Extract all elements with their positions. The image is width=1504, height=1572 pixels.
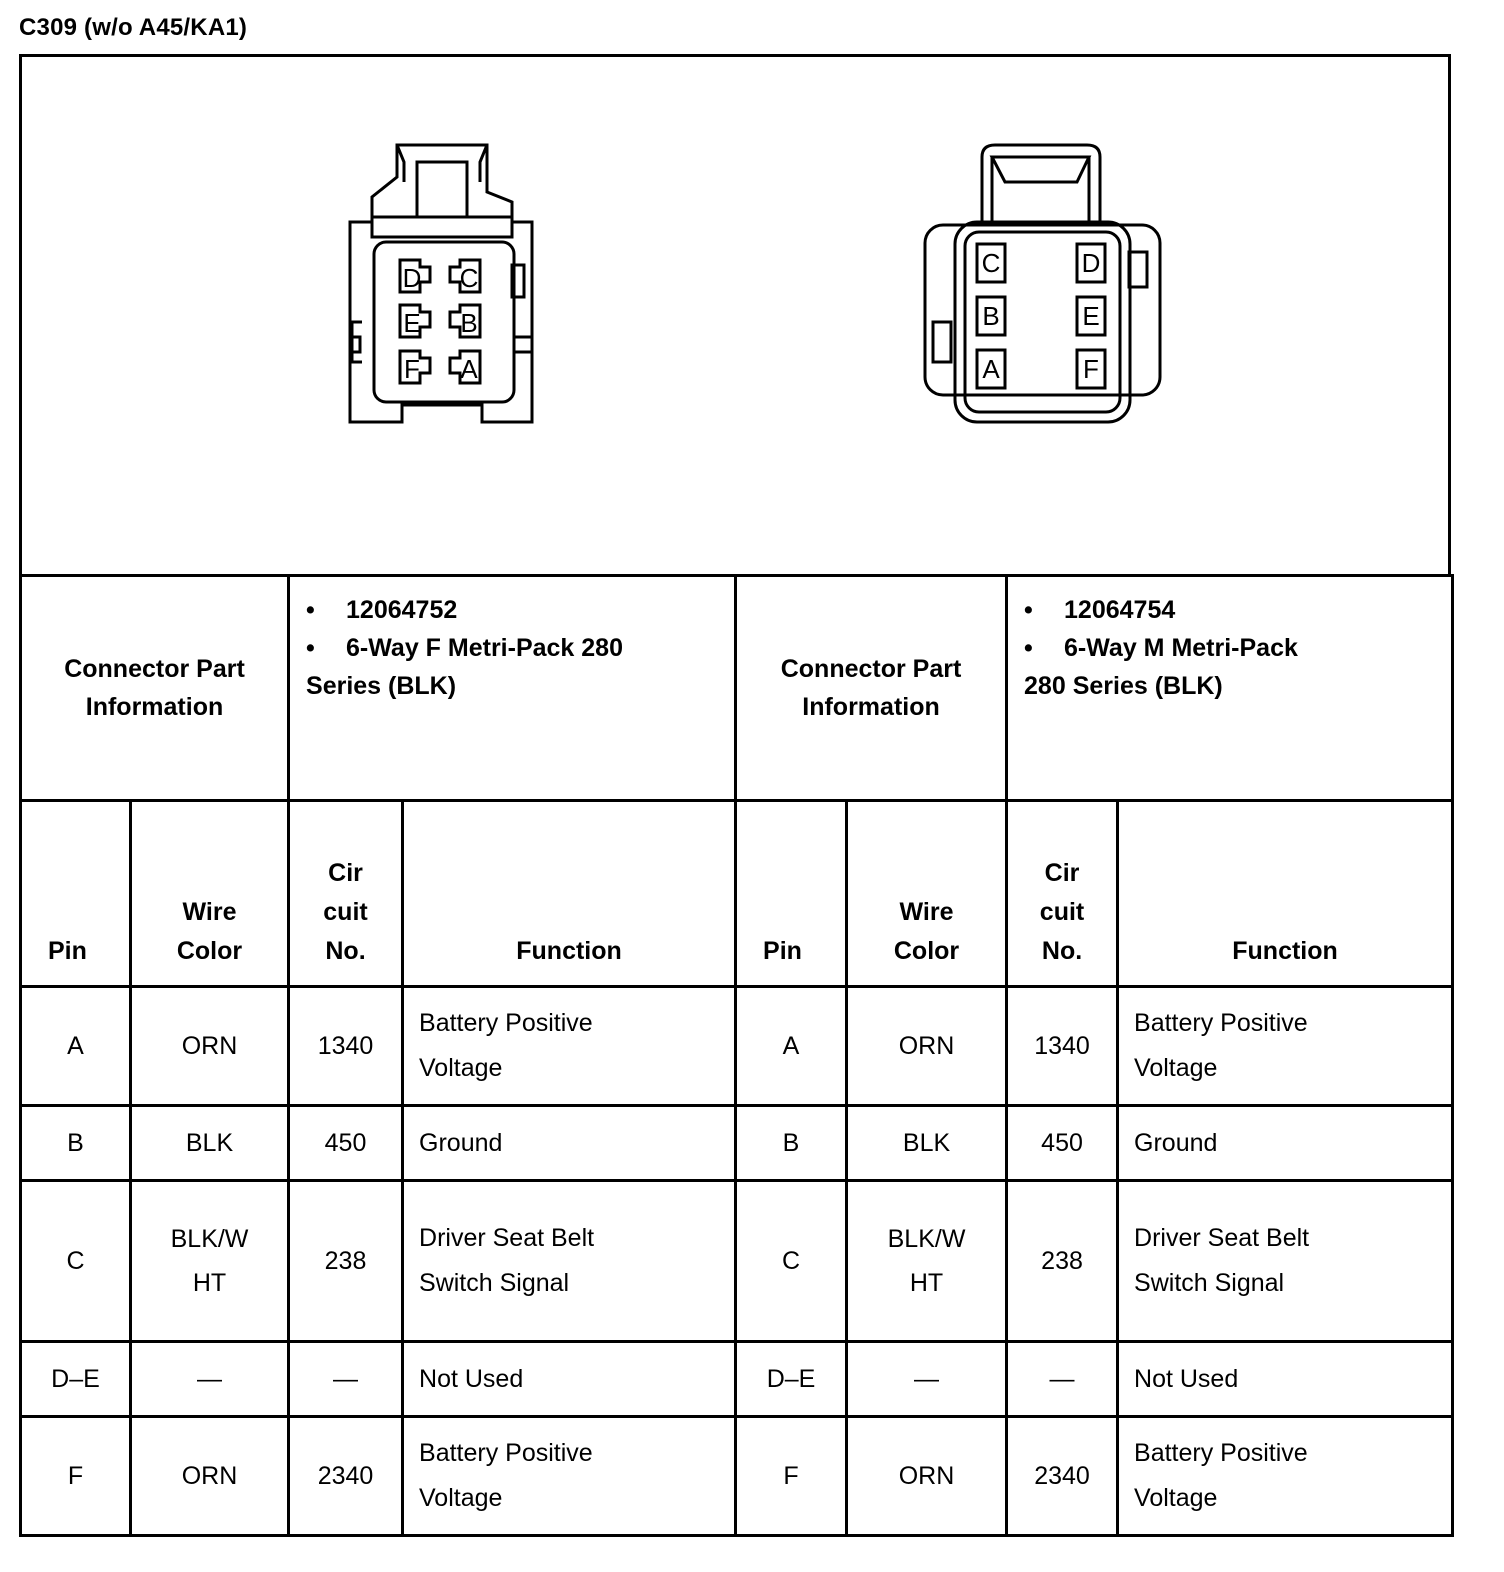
- male-pin-label: B: [982, 301, 1000, 331]
- part-description-cont: 280 Series (BLK): [1024, 672, 1223, 700]
- wire-color-cell: BLK: [131, 1106, 289, 1181]
- function-cell: Ground: [403, 1106, 736, 1181]
- part-description: 6-Way M Metri-Pack: [1064, 634, 1298, 662]
- circuit-cell: 450: [289, 1106, 403, 1181]
- connector-info-details: • 12064752 • 6-Way F Metri-Pack 280 Series (BLK): [289, 576, 736, 801]
- function-cell: Not Used: [1118, 1342, 1453, 1417]
- pin-cell: C: [736, 1181, 847, 1342]
- header-circuit-no: Cir cuit No.: [1007, 801, 1118, 987]
- pin-cell: F: [21, 1417, 131, 1536]
- circuit-cell: 2340: [289, 1417, 403, 1536]
- pin-cell: B: [736, 1106, 847, 1181]
- pin-cell: F: [736, 1417, 847, 1536]
- part-description-cont: Series (BLK): [306, 672, 457, 700]
- function-cell: Driver Seat Belt Switch Signal: [1118, 1181, 1453, 1342]
- female-pin-label: E: [403, 308, 421, 338]
- pin-cell: A: [21, 987, 131, 1106]
- female-pin-label: A: [460, 354, 478, 384]
- circuit-cell: 1340: [289, 987, 403, 1106]
- circuit-cell: 1340: [1007, 987, 1118, 1106]
- connector-document: [19, 54, 1451, 1536]
- pin-cell: B: [21, 1106, 131, 1181]
- female-pin-label: F: [404, 354, 420, 384]
- connector-info-details: • 12064754 • 6-Way M Metri-Pack 280 Series (BLK): [1007, 576, 1453, 801]
- male-connector-diagram: [917, 137, 1167, 432]
- connector-diagram-panel: [19, 54, 1451, 577]
- male-pin-label: D: [1081, 248, 1101, 278]
- connector-info-label: Connector Part Information: [21, 576, 289, 801]
- table-row: [21, 1106, 1453, 1181]
- function-cell: Not Used: [403, 1342, 736, 1417]
- male-pin-label: A: [982, 354, 1000, 384]
- circuit-cell: 238: [1007, 1181, 1118, 1342]
- header-circuit-no: Cir cuit No.: [289, 801, 403, 987]
- header-function: Function: [1118, 801, 1453, 987]
- pin-cell: C: [21, 1181, 131, 1342]
- wire-color-cell: ORN: [847, 987, 1007, 1106]
- circuit-cell: 238: [289, 1181, 403, 1342]
- wire-color-cell: —: [131, 1342, 289, 1417]
- part-number: 12064752: [346, 596, 458, 624]
- wire-color-cell: BLK/W HT: [847, 1181, 1007, 1342]
- function-cell: Battery Positive Voltage: [403, 987, 736, 1106]
- female-pin-label: C: [459, 263, 479, 293]
- header-wire-color: Wire Color: [847, 801, 1007, 987]
- circuit-cell: —: [1007, 1342, 1118, 1417]
- connector-info-row: [21, 576, 1453, 801]
- wire-color-cell: BLK/W HT: [131, 1181, 289, 1342]
- page-title: C309 (w/o A45/KA1): [19, 14, 248, 41]
- table-header-row: [21, 801, 1453, 987]
- table-row: [21, 1342, 1453, 1417]
- function-cell: Ground: [1118, 1106, 1453, 1181]
- table-row: [21, 987, 1453, 1106]
- function-cell: Battery Positive Voltage: [403, 1417, 736, 1536]
- header-pin: Pin: [21, 801, 131, 987]
- wire-color-cell: ORN: [131, 987, 289, 1106]
- circuit-cell: —: [289, 1342, 403, 1417]
- part-description: 6-Way F Metri-Pack 280: [346, 634, 623, 662]
- wire-color-cell: BLK: [847, 1106, 1007, 1181]
- function-cell: Driver Seat Belt Switch Signal: [403, 1181, 736, 1342]
- table-row: [21, 1181, 1453, 1342]
- female-connector-diagram: [342, 137, 562, 427]
- circuit-cell: 450: [1007, 1106, 1118, 1181]
- wire-color-cell: ORN: [131, 1417, 289, 1536]
- pin-cell: D–E: [21, 1342, 131, 1417]
- connector-info-label: Connector Part Information: [736, 576, 1007, 801]
- wire-color-cell: ORN: [847, 1417, 1007, 1536]
- male-pin-label: E: [1082, 301, 1100, 331]
- function-cell: Battery Positive Voltage: [1118, 1417, 1453, 1536]
- female-pin-label: D: [402, 263, 422, 293]
- male-pin-label: C: [981, 248, 1001, 278]
- pin-cell: A: [736, 987, 847, 1106]
- header-wire-color: Wire Color: [131, 801, 289, 987]
- female-pin-label: B: [460, 308, 478, 338]
- circuit-cell: 2340: [1007, 1417, 1118, 1536]
- male-pin-label: F: [1083, 354, 1099, 384]
- header-function: Function: [403, 801, 736, 987]
- wire-color-cell: —: [847, 1342, 1007, 1417]
- part-number: 12064754: [1064, 596, 1176, 624]
- function-cell: Battery Positive Voltage: [1118, 987, 1453, 1106]
- table-row: [21, 1417, 1453, 1536]
- pin-cell: D–E: [736, 1342, 847, 1417]
- pinout-table: [19, 574, 1454, 1537]
- header-pin: Pin: [736, 801, 847, 987]
